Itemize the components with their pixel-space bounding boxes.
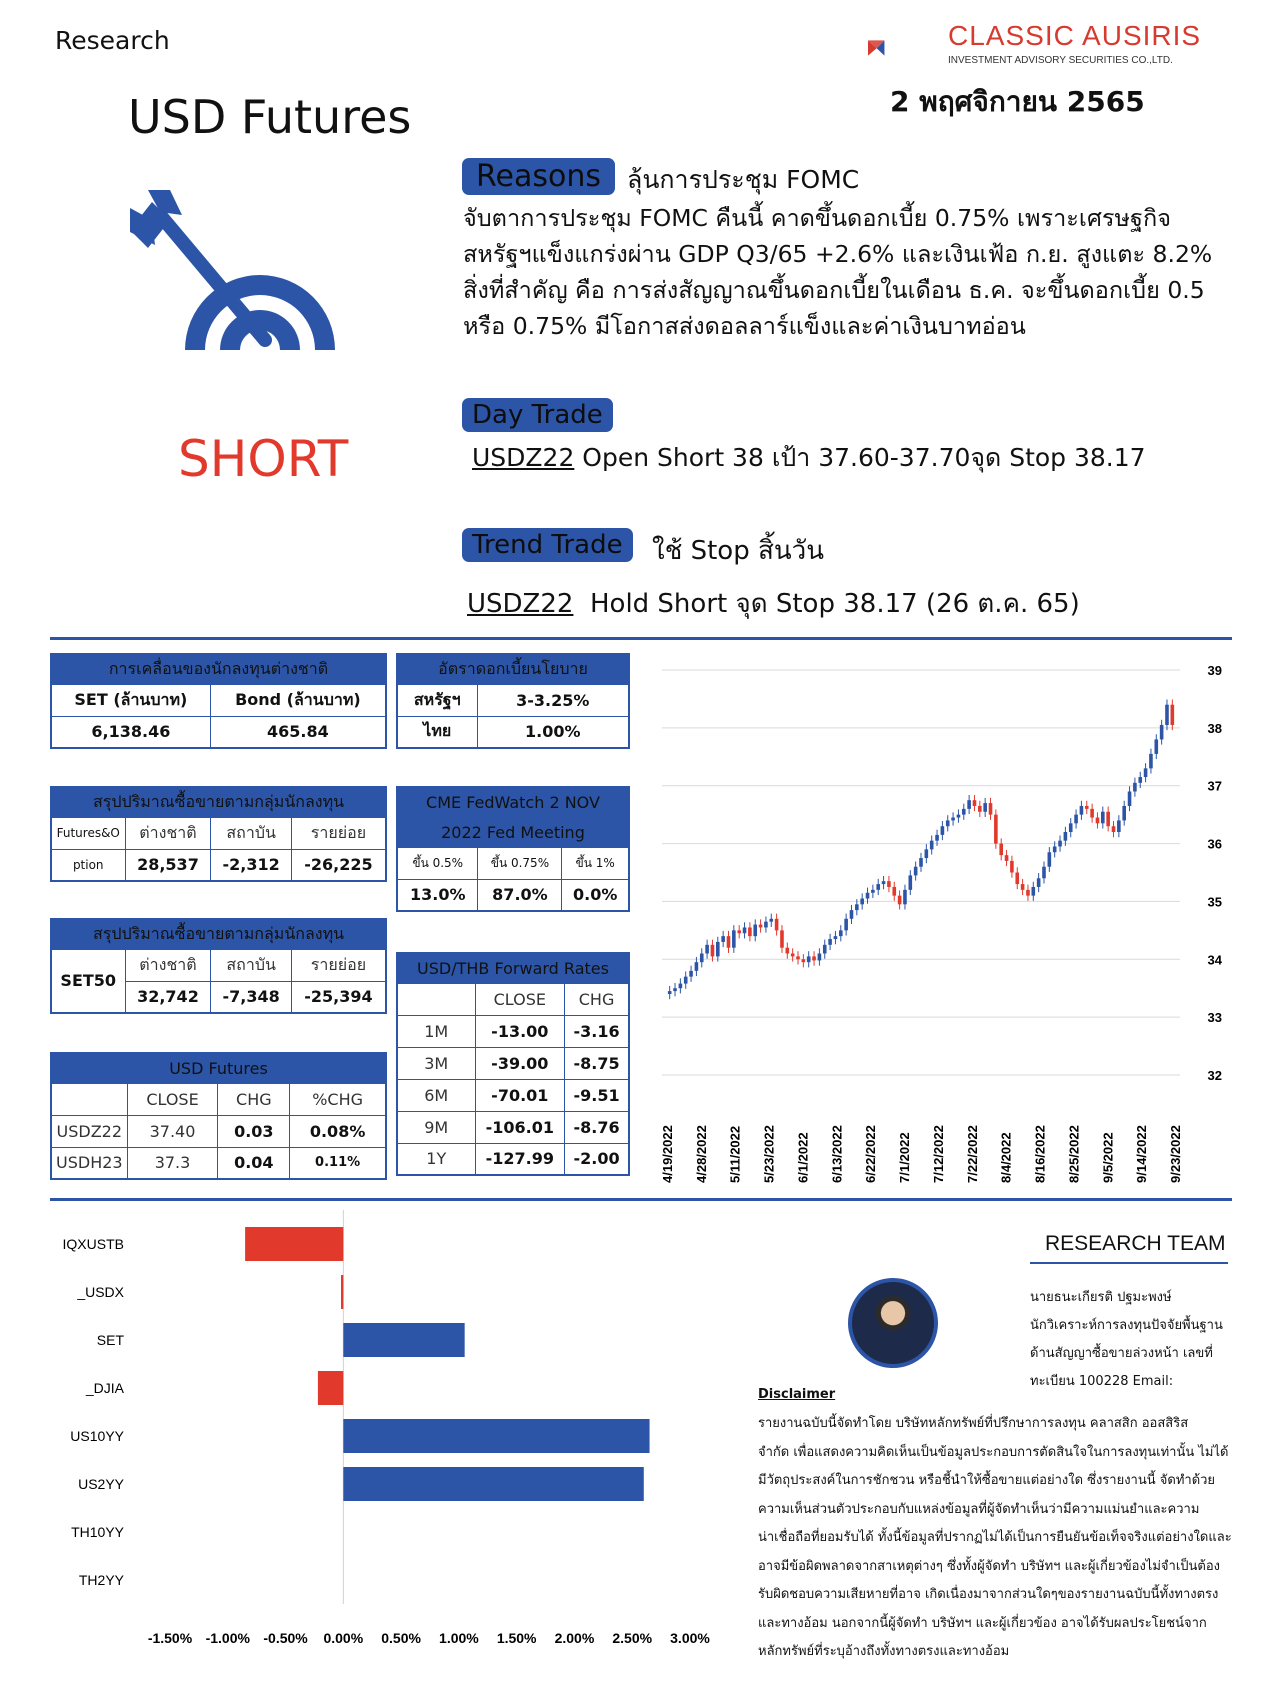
x-tick-label: 9/23/2022 — [1168, 1125, 1183, 1183]
candle-body — [994, 815, 998, 844]
trend-trade-symbol: USDZ22 — [467, 589, 574, 619]
trend-trade-note: ใช้ Stop สิ้นวัน — [652, 536, 824, 566]
column-header: ขึ้น 0.75% — [478, 847, 562, 879]
column-header: สถาบัน — [211, 817, 291, 849]
candle-body — [716, 942, 720, 956]
disclaimer-line: หลักทรัพย์ที่ระบุอ้างถึงทั้งทางตรงและทางอ้อม — [758, 1644, 1010, 1659]
table-cell: 465.84 — [210, 716, 386, 748]
candle-body — [1144, 768, 1148, 777]
candle-body — [1096, 818, 1100, 824]
table-cell: 0.11% — [290, 1147, 386, 1179]
candle-body — [828, 939, 832, 945]
column-header: CHG — [218, 1083, 290, 1115]
y-tick-label: 34 — [1207, 952, 1222, 968]
x-tick-label: 5/11/2022 — [727, 1125, 743, 1183]
category-label: TH2YY — [78, 1572, 124, 1588]
x-tick-label: 1.00% — [439, 1630, 479, 1646]
category-label: IQXUSTB — [62, 1236, 124, 1252]
candle-body — [973, 800, 977, 806]
candle-body — [748, 927, 752, 936]
candle-body — [876, 884, 880, 890]
candle-body — [700, 954, 704, 963]
candle-body — [721, 936, 725, 942]
candle-body — [935, 835, 939, 841]
candle-body — [1165, 705, 1169, 725]
candle-body — [1058, 841, 1062, 847]
bar — [318, 1371, 343, 1405]
tenor-cell: 3M — [397, 1047, 475, 1079]
y-tick-label: 33 — [1207, 1010, 1222, 1026]
candle-body — [705, 945, 709, 954]
table-title: USD Futures — [51, 1053, 386, 1083]
section-divider — [50, 1198, 1232, 1201]
candle-body — [802, 959, 806, 962]
candle-body — [1133, 783, 1137, 792]
disclaimer-line: ความเห็นส่วนตัวประกอบกับแหล่งข้อมูลที่ผู้จัดทำเห็นว่ามีความแม่นยำและความ — [758, 1501, 1200, 1517]
investor-set50-table — [50, 918, 387, 1014]
x-tick-label: 7/12/2022 — [930, 1125, 946, 1183]
tenor-cell: 9M — [397, 1111, 475, 1143]
candle-body — [1085, 806, 1089, 809]
candle-body — [689, 971, 693, 977]
table-cell: 37.40 — [127, 1115, 218, 1147]
table-title: การเคลื่อนของนักลงทุนต่างชาติ — [51, 654, 386, 684]
candle-body — [753, 925, 757, 937]
brand-subtitle: INVESTMENT ADVISORY SECURITIES CO.,LTD. — [948, 55, 1173, 66]
bar — [245, 1227, 343, 1261]
column-header: รายย่อย — [291, 949, 386, 981]
column-header: CLOSE — [127, 1083, 218, 1115]
x-tick-label: 3.00% — [670, 1630, 710, 1646]
candle-body — [1005, 855, 1009, 861]
x-tick-label: 0.00% — [323, 1630, 364, 1646]
candle-body — [1069, 823, 1073, 832]
candle-body — [930, 841, 934, 850]
candle-body — [1149, 754, 1153, 768]
section-label: Research — [55, 26, 170, 55]
x-tick-label: 6/13/2022 — [829, 1125, 845, 1183]
candle-body — [1122, 806, 1126, 820]
candle-body — [684, 977, 688, 984]
category-label: _DJIA — [85, 1380, 124, 1396]
x-tick-label: 7/22/2022 — [964, 1125, 980, 1183]
candle-body — [860, 899, 864, 905]
x-tick-label: 4/28/2022 — [693, 1125, 709, 1183]
column-header — [397, 983, 475, 1015]
candle-body — [1042, 867, 1046, 879]
disclaimer-line: รับผิดชอบความเสียหายที่อาจ เกิดเนื่องมาจากส่วนใดๆของรายงานฉบับนี้ทั้งทางตรง — [758, 1587, 1219, 1602]
candle-body — [1106, 812, 1110, 826]
investor-futures-table — [50, 786, 387, 882]
candle-body — [818, 954, 822, 961]
candle-body — [978, 806, 982, 812]
table-cell: 13.0% — [397, 879, 478, 911]
forward-rates-table — [396, 952, 630, 1176]
candle-body — [668, 991, 672, 994]
candle-body — [769, 919, 773, 922]
table-cell: -7,348 — [211, 981, 291, 1013]
candle-body — [1090, 809, 1094, 818]
table-cell: 0.0% — [562, 879, 629, 911]
trend-trade-plan — [467, 583, 1080, 624]
table-cell: -26,225 — [291, 849, 386, 881]
candle-body — [1048, 852, 1052, 866]
candle-body — [780, 930, 784, 947]
disclaimer-body — [758, 1410, 1238, 1667]
candle-body — [1154, 739, 1158, 753]
reasons-badge: Reasons — [462, 158, 615, 195]
disclaimer-line: และทางอ้อม นอกจากนี้ผู้จัดทำ บริษัทฯ และผู้เกี่ยวข้อง อาจได้รับผลประโยชน์จาก — [758, 1615, 1207, 1631]
market-change-bar-chart — [40, 1210, 740, 1680]
candle-body — [1074, 815, 1078, 824]
table-cell: -25,394 — [291, 981, 386, 1013]
candle-body — [812, 956, 816, 960]
tenor-cell: 1Y — [397, 1143, 475, 1175]
column-header: SET (ล้านบาท) — [51, 684, 210, 716]
candle-body — [1037, 878, 1041, 887]
candle-body — [1015, 873, 1019, 885]
candle-body — [957, 815, 961, 818]
table-cell: -13.00 — [475, 1015, 565, 1047]
candle-body — [786, 948, 790, 954]
candle-body — [887, 881, 891, 887]
reasons-line: จับตาการประชุม FOMC คืนนี้ คาดขึ้นดอกเบี้ย 0.75% เพราะเศรษฐกิจ — [463, 204, 1171, 232]
candle-body — [839, 930, 843, 936]
bar — [341, 1275, 343, 1309]
candle-body — [775, 919, 779, 931]
column-header: CLOSE — [475, 983, 565, 1015]
report-date: 2 พฤศจิกายน 2565 — [890, 85, 1145, 118]
brand-name: CLASSIC AUSIRIS — [948, 20, 1202, 51]
candle-body — [866, 893, 870, 899]
candle-body — [882, 881, 886, 884]
analyst-line: ทะเบียน 100228 Email: — [1030, 1374, 1174, 1389]
table-cell: -127.99 — [475, 1143, 565, 1175]
candle-body — [925, 849, 929, 858]
candle-body — [1080, 806, 1084, 815]
table-cell: 28,537 — [125, 849, 211, 881]
candle-body — [946, 820, 950, 826]
candle-body — [850, 910, 854, 919]
table-cell: -2,312 — [211, 849, 291, 881]
tenor-cell: 6M — [397, 1079, 475, 1111]
policy-rate-table — [396, 653, 630, 749]
candle-body — [834, 936, 838, 939]
y-tick-label: 36 — [1207, 836, 1222, 852]
candle-body — [732, 930, 736, 947]
x-tick-label: 8/4/2022 — [998, 1132, 1014, 1183]
y-tick-label: 35 — [1207, 894, 1222, 910]
analyst-line: นักวิเคราะห์การลงทุนปัจจัยพื้นฐาน — [1030, 1318, 1223, 1333]
candle-body — [759, 925, 763, 928]
column-header: ต่างชาติ — [125, 949, 211, 981]
analyst-line: ด้านสัญญาซื้อขายล่วงหน้า เลขที่ — [1030, 1346, 1213, 1361]
category-label: _USDX — [77, 1284, 124, 1300]
table-title: สรุปปริมาณซื้อขายตามกลุ่มนักลงทุน — [51, 919, 386, 949]
bar — [343, 1467, 643, 1501]
table-cell: -9.51 — [565, 1079, 629, 1111]
candle-body — [727, 936, 731, 948]
disclaimer-line: รายงานฉบับนี้จัดทำโดย บริษัทหลักทรัพย์ที่ปรึกษาการลงทุน คลาสสิก ออสสิริส — [758, 1416, 1189, 1431]
candle-body — [1117, 820, 1121, 832]
table-cell: -2.00 — [565, 1143, 629, 1175]
reasons-headline: ลุ้นการประชุม FOMC — [627, 165, 860, 194]
table-cell: -39.00 — [475, 1047, 565, 1079]
candle-body — [711, 945, 715, 957]
y-tick-label: 37 — [1207, 778, 1222, 794]
x-tick-label: 2.50% — [612, 1630, 653, 1646]
disclaimer-line: อาจมีข้อผิดพลาดจากสาเหตุต่างๆ ซึ่งทั้งผู้จัดทำ บริษัทฯ และผู้เกี่ยวข้องไม่จำเป็นต้อง — [758, 1558, 1221, 1574]
row-label: SET50 — [51, 949, 125, 1013]
x-tick-label: -1.50% — [147, 1630, 193, 1646]
category-label: TH10YY — [71, 1524, 124, 1540]
candle-body — [791, 954, 795, 957]
table-cell: 87.0% — [478, 879, 562, 911]
candle-body — [962, 809, 966, 815]
candle-body — [983, 803, 987, 812]
candle-body — [967, 800, 971, 809]
table-cell: -70.01 — [475, 1079, 565, 1111]
disclaimer-line: มีวัตถุประสงค์ในการชักชวน หรือชี้นำให้ซื้อขายแต่อย่างใด ซึ่งรายงานนี้ จัดทำด้วย — [758, 1473, 1216, 1488]
bar — [343, 1419, 649, 1453]
candle-body — [951, 818, 955, 821]
candle-body — [1138, 777, 1142, 783]
table-cell: -8.75 — [565, 1047, 629, 1079]
reasons-body — [463, 200, 1263, 344]
foreign-flow-table — [50, 653, 387, 749]
candle-body — [679, 984, 683, 989]
y-tick-label: 32 — [1207, 1068, 1222, 1083]
x-tick-label: 9/14/2022 — [1134, 1125, 1150, 1183]
candle-body — [855, 904, 859, 910]
day-trade-symbol: USDZ22 — [472, 443, 575, 472]
x-tick-label: -1.00% — [205, 1630, 250, 1646]
candle-body — [796, 956, 800, 959]
page-title: USD Futures — [128, 90, 412, 144]
row-label: Futures&O — [51, 817, 125, 849]
candle-body — [737, 930, 741, 933]
x-tick-label: 5/23/2022 — [761, 1125, 777, 1183]
fedwatch-table — [396, 786, 630, 912]
candle-body — [673, 988, 677, 991]
x-tick-label: -0.50% — [263, 1630, 308, 1646]
table-cell: 6,138.46 — [51, 716, 210, 748]
table-cell: 0.03 — [218, 1115, 290, 1147]
table-title: อัตราดอกเบี้ยนโยบาย — [397, 654, 629, 684]
reasons-line: สหรัฐฯแข็งแกร่งผ่าน GDP Q3/65 +2.6% และเงินเฟ้อ ก.ย. สูงแตะ 8.2% — [463, 240, 1213, 268]
candle-body — [1128, 792, 1132, 806]
bar — [343, 1323, 464, 1357]
reasons-line: สิ่งที่สำคัญ คือ การส่งสัญญาณขึ้นดอกเบี้ยในเดือน ธ.ค. จะขึ้นดอกเบี้ย 0.5 — [463, 276, 1205, 304]
candle-body — [941, 826, 945, 835]
column-header: Bond (ล้านบาท) — [210, 684, 386, 716]
research-team-title: RESEARCH TEAM — [1045, 1232, 1226, 1255]
candle-body — [1160, 725, 1164, 739]
candle-body — [1064, 832, 1068, 841]
company-logo-icon — [868, 12, 948, 84]
candle-body — [909, 875, 913, 889]
usd-futures-table — [50, 1052, 387, 1180]
category-label: SET — [96, 1332, 124, 1348]
column-header: ขึ้น 1% — [562, 847, 629, 879]
table-title: สรุปปริมาณซื้อขายตามกลุ่มนักลงทุน — [51, 787, 386, 817]
candle-body — [898, 896, 902, 905]
row-label: ption — [51, 849, 125, 881]
column-header: ขึ้น 0.5% — [397, 847, 478, 879]
column-header: CHG — [565, 983, 629, 1015]
table-cell: -3.16 — [565, 1015, 629, 1047]
day-trade-detail: Open Short 38 เป้า 37.60-37.70จุด Stop 38.17 — [574, 443, 1146, 472]
table-cell: 32,742 — [125, 981, 211, 1013]
rate-cell: 3-3.25% — [477, 684, 629, 716]
country-cell: ไทย — [397, 716, 477, 748]
candle-body — [695, 962, 699, 971]
candle-body — [764, 922, 768, 928]
day-trade-badge: Day Trade — [462, 398, 613, 432]
candle-body — [1171, 705, 1175, 725]
candle-body — [871, 890, 875, 893]
x-tick-label: 7/1/2022 — [897, 1132, 913, 1183]
table-title: USD/THB Forward Rates — [397, 953, 629, 983]
x-tick-label: 4/19/2022 — [660, 1125, 675, 1183]
candle-body — [1053, 846, 1057, 852]
candle-body — [743, 927, 747, 933]
x-tick-label: 8/16/2022 — [1032, 1125, 1048, 1183]
candle-body — [914, 867, 918, 876]
x-tick-label: 0.50% — [381, 1630, 421, 1646]
disclaimer-line: จำกัด เพื่อแสดงความคิดเห็นเป็นข้อมูลประกอบการตัดสินใจในการลงทุนเท่านั้น ไม่ได้ — [758, 1444, 1229, 1460]
x-tick-label: 8/25/2022 — [1066, 1125, 1082, 1183]
disclaimer-line: น่าเชื่อถือที่ยอมรับได้ ทั้งนี้ข้อมูลที่ปรากฏไม่ได้เป็นการยืนยันข้อเท็จจริงแต่อย่างใดและ — [758, 1530, 1232, 1545]
symbol-cell: USDH23 — [51, 1147, 127, 1179]
column-header — [51, 1083, 127, 1115]
table-cell: 0.04 — [218, 1147, 290, 1179]
candle-body — [1101, 812, 1105, 824]
category-label: US2YY — [78, 1476, 124, 1492]
candle-body — [823, 945, 827, 954]
candle-body — [989, 803, 993, 815]
table-cell: -8.76 — [565, 1111, 629, 1143]
column-header: สถาบัน — [211, 949, 291, 981]
x-tick-label: 1.50% — [496, 1630, 537, 1646]
day-trade-plan — [472, 438, 1146, 478]
candle-body — [1021, 884, 1025, 890]
table-subtitle: 2022 Fed Meeting — [397, 817, 629, 847]
table-cell: -106.01 — [475, 1111, 565, 1143]
country-cell: สหรัฐฯ — [397, 684, 477, 716]
column-header: %CHG — [290, 1083, 386, 1115]
trend-trade-badge: Trend Trade — [462, 528, 633, 562]
column-header: ต่างชาติ — [125, 817, 211, 849]
table-cell: 37.3 — [127, 1147, 218, 1179]
candle-body — [1112, 826, 1116, 832]
tenor-cell: 1M — [397, 1015, 475, 1047]
table-cell: 0.08% — [290, 1115, 386, 1147]
y-tick-label: 38 — [1207, 720, 1222, 736]
trend-trade-detail: Hold Short จุด Stop 38.17 (26 ต.ค. 65) — [573, 589, 1080, 619]
column-header: รายย่อย — [291, 817, 386, 849]
usdthb-candlestick-chart — [640, 640, 1260, 1200]
analyst-avatar — [848, 1278, 938, 1368]
candle-body — [903, 890, 907, 904]
candle-body — [844, 919, 848, 931]
candle-body — [1031, 887, 1035, 896]
analyst-info — [1030, 1284, 1240, 1396]
trade-signal: SHORT — [178, 430, 349, 488]
candle-body — [1026, 890, 1030, 896]
rate-cell: 1.00% — [477, 716, 629, 748]
candle-body — [892, 887, 896, 896]
x-tick-label: 9/5/2022 — [1100, 1132, 1116, 1183]
target-arrow-icon — [130, 190, 390, 360]
candle-body — [1010, 861, 1014, 873]
candle-body — [919, 858, 923, 867]
analyst-line: นายธนะเกียรติ ปฐมะพงษ์ — [1030, 1290, 1172, 1305]
x-tick-label: 6/1/2022 — [795, 1132, 811, 1183]
reasons-line: หรือ 0.75% มีโอกาสส่งดอลลาร์แข็งและค่าเงินบาทอ่อน — [463, 312, 1026, 340]
disclaimer-title: Disclaimer — [758, 1387, 836, 1402]
candle-body — [807, 956, 811, 962]
x-tick-label: 6/22/2022 — [863, 1125, 879, 1183]
candle-body — [999, 844, 1003, 856]
symbol-cell: USDZ22 — [51, 1115, 127, 1147]
category-label: US10YY — [70, 1428, 124, 1444]
y-tick-label: 39 — [1207, 663, 1222, 678]
table-title: CME FedWatch 2 NOV — [397, 787, 629, 817]
research-team-underline — [1030, 1262, 1228, 1264]
x-tick-label: 2.00% — [554, 1630, 595, 1646]
